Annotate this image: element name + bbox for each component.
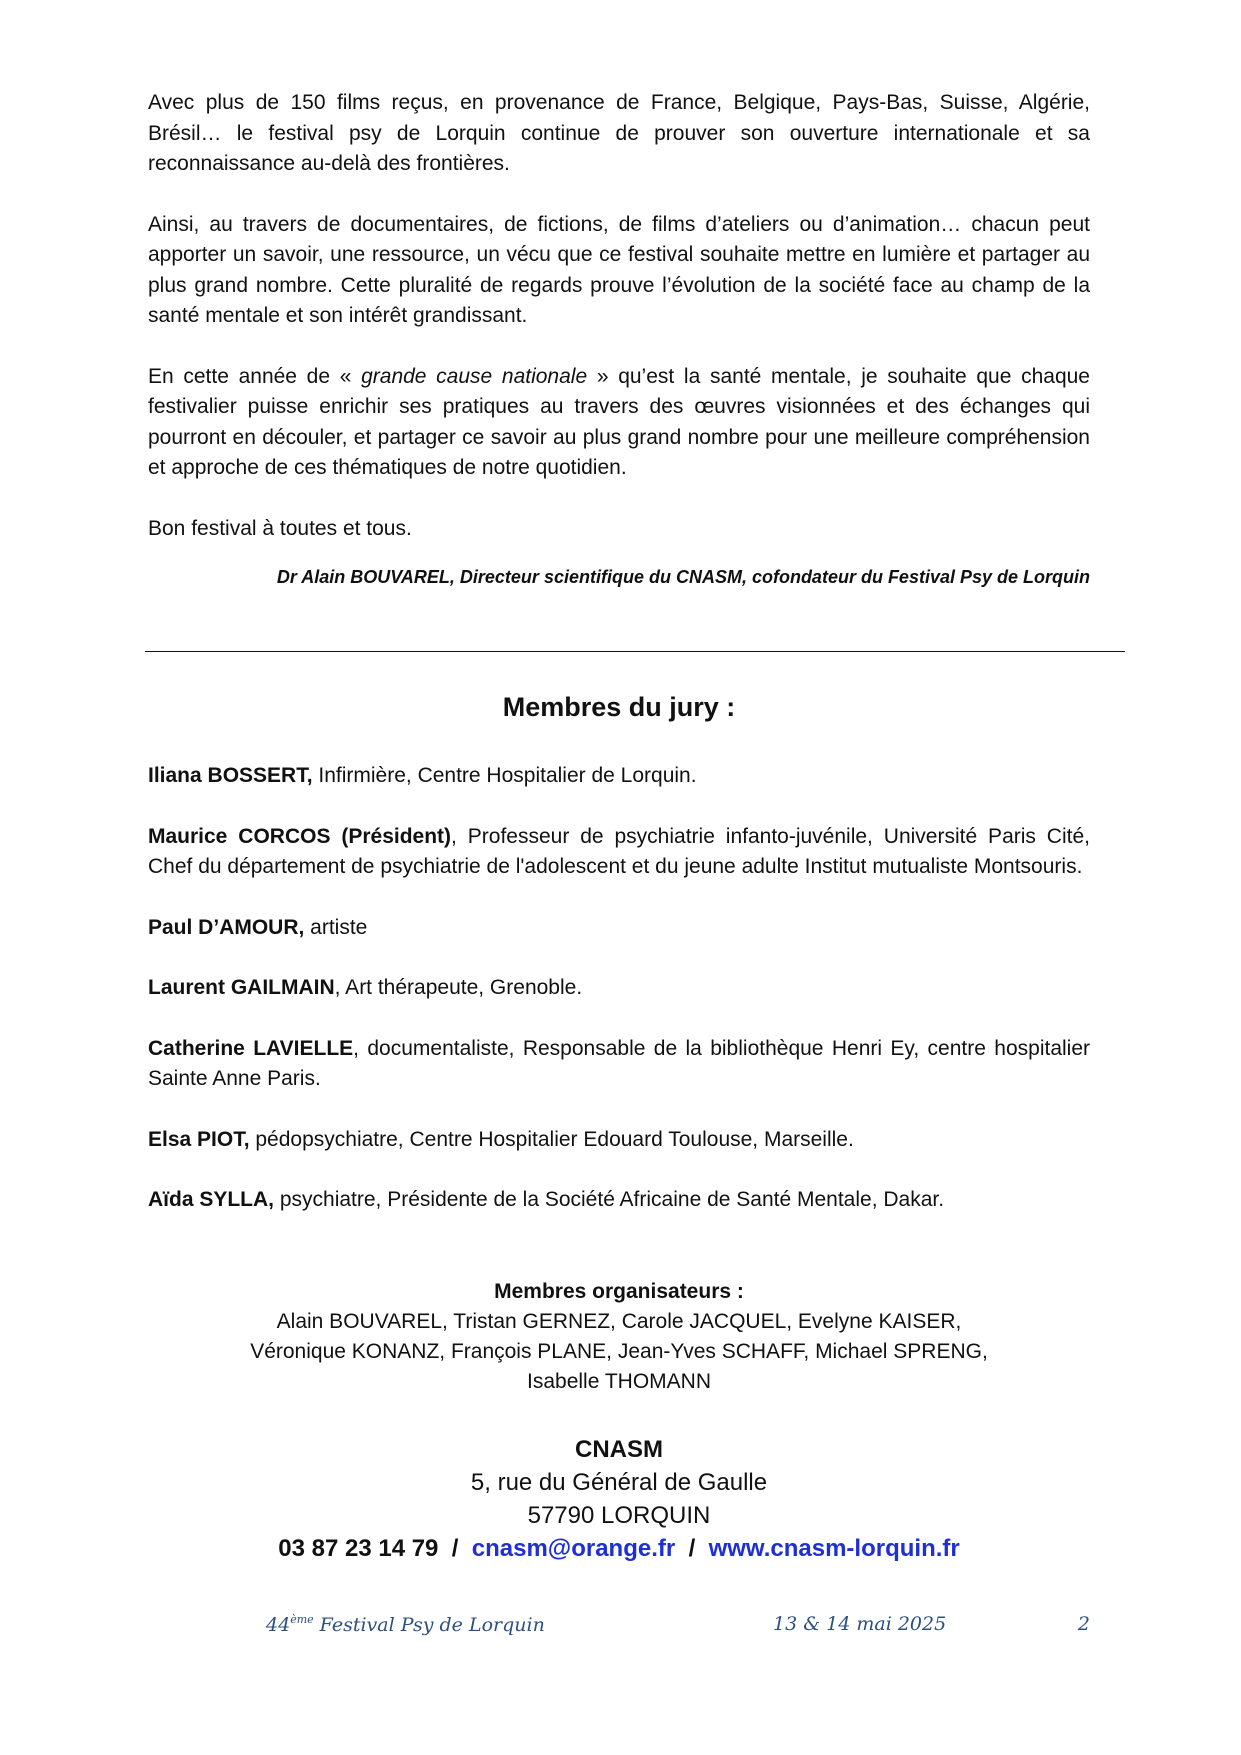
jury-member bbox=[148, 913, 1090, 944]
closing-line: Bon festival à toutes et tous. bbox=[148, 516, 412, 540]
jury-member bbox=[148, 1125, 1090, 1156]
jury-member-name: Elsa PIOT, bbox=[148, 1127, 250, 1151]
jury-member bbox=[148, 973, 1090, 1004]
jury-list bbox=[148, 761, 1090, 1246]
jury-member-name: Maurice CORCOS (Président) bbox=[148, 824, 452, 848]
phone-number: 03 87 23 14 79 bbox=[278, 1535, 439, 1562]
jury-member-desc: artiste bbox=[304, 915, 368, 939]
address-street: 5, rue du Général de Gaulle bbox=[470, 1469, 768, 1496]
signature: Dr Alain BOUVAREL, Directeur scientifique du CNASM, cofondateur du Festival Psy de Lorquin bbox=[276, 567, 1090, 587]
intro-paragraph-3-end: » qu’est la santé mentale, je souhaite que chaque festivalier puisse enrichir ses pratiques au travers des œuvres visionnées et des échanges qui pourront en découler, et partager ce savoir au plus grand nombre pour une meilleure compréhension et approche de ces thématiques de notre quotidien. bbox=[148, 364, 1090, 479]
jury-member-name: Paul D’AMOUR, bbox=[148, 915, 305, 939]
jury-member bbox=[148, 1034, 1090, 1095]
footer-dates: 13 & 14 mai 2025 bbox=[773, 1613, 947, 1635]
page-footer bbox=[148, 1613, 1090, 1643]
organizers-line: Véronique KONANZ, François PLANE, Jean-Yves SCHAFF, Michael SPRENG, bbox=[250, 1340, 988, 1363]
intro-section bbox=[148, 88, 1090, 590]
jury-member-desc: pédopsychiatre, Centre Hospitalier Edouard Toulouse, Marseille. bbox=[249, 1127, 854, 1151]
jury-member-name: Catherine LAVIELLE bbox=[148, 1036, 354, 1060]
jury-member bbox=[148, 822, 1090, 883]
jury-member-desc: , Professeur de psychiatrie infanto-juvénile, Université Paris Cité, Chef du département de psychiatrie de l'adolescent et du jeune adulte Institut mutualiste Montsouris. bbox=[148, 824, 1090, 878]
intro-paragraph-3 bbox=[148, 362, 1090, 484]
website-link[interactable]: www.cnasm-lorquin.fr bbox=[708, 1535, 960, 1562]
jury-member-desc: Infirmière, Centre Hospitalier de Lorquin. bbox=[312, 764, 697, 787]
intro-paragraph-2: Ainsi, au travers de documentaires, de fictions, de films d’ateliers ou d’animation… chacun peut apporter un savoir, une ressource, un vécu que ce festival souhaite mettre en lumière et partager au plus grand nombre. Cette pluralité de regards prouve l’évolution de la société face au champ de la santé mentale et son intérêt grandissant. bbox=[148, 212, 1090, 327]
contact-section bbox=[148, 1433, 1090, 1565]
footer-festival bbox=[266, 1613, 545, 1636]
jury-member-name: Aïda SYLLA, bbox=[148, 1188, 275, 1211]
footer-festival-name: Festival Psy de Lorquin bbox=[313, 1614, 545, 1636]
footer-edition-number: 44 bbox=[266, 1614, 291, 1636]
organization-name: CNASM bbox=[575, 1436, 663, 1463]
organizers-title: Membres organisateurs : bbox=[494, 1280, 744, 1303]
jury-member-name: Laurent GAILMAIN bbox=[148, 976, 335, 999]
intro-paragraph-3-start: En cette année de « bbox=[148, 364, 362, 388]
email-link[interactable]: cnasm@orange.fr bbox=[471, 1535, 676, 1562]
organizers-line: Isabelle THOMANN bbox=[527, 1370, 711, 1393]
jury-member-desc: , documentaliste, Responsable de la bibliothèque Henri Ey, centre hospitalier Sainte Anne Paris. bbox=[148, 1036, 1090, 1090]
jury-member-desc: psychiatre, Présidente de la Société Africaine de Santé Mentale, Dakar. bbox=[274, 1188, 945, 1211]
footer-edition-suffix: ème bbox=[290, 1613, 314, 1626]
jury-member bbox=[148, 761, 1090, 792]
jury-member-desc: , Art thérapeute, Grenoble. bbox=[334, 976, 583, 999]
intro-paragraph-1: Avec plus de 150 films reçus, en provenance de France, Belgique, Pays-Bas, Suisse, Algérie, Brésil… le festival psy de Lorquin continue de prouver son ouverture internationale et sa reconnaissance au-delà des frontières. bbox=[148, 91, 1090, 175]
jury-title: Membres du jury : bbox=[502, 692, 736, 722]
section-divider bbox=[145, 651, 1125, 652]
organizers-line: Alain BOUVAREL, Tristan GERNEZ, Carole JACQUEL, Evelyne KAISER, bbox=[276, 1310, 962, 1333]
contact-links bbox=[148, 1532, 1090, 1565]
organizers-section bbox=[148, 1277, 1090, 1397]
jury-member bbox=[148, 1185, 1090, 1216]
page-number: 2 bbox=[1077, 1613, 1090, 1635]
separator: / bbox=[688, 1535, 696, 1562]
jury-member-name: Iliana BOSSERT, bbox=[148, 764, 313, 787]
intro-paragraph-3-emphasis: grande cause nationale bbox=[361, 364, 588, 388]
address-city: 57790 LORQUIN bbox=[527, 1502, 711, 1529]
separator: / bbox=[451, 1535, 459, 1562]
